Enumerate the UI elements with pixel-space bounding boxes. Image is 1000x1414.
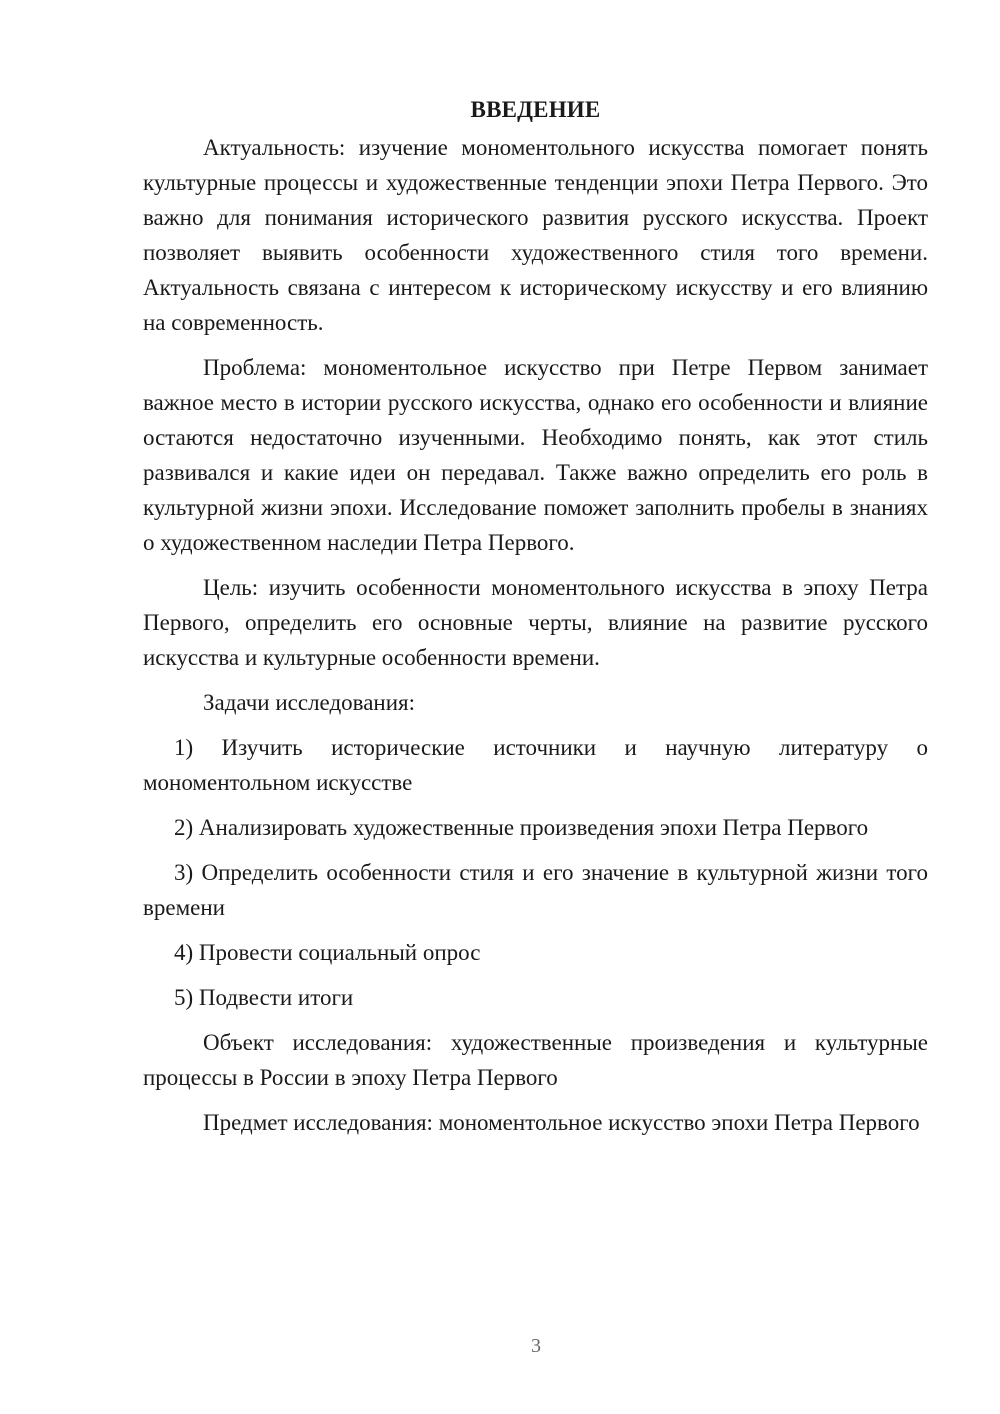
list-item: 3) Определить особенности стиля и его значение в культурной жизни того времени bbox=[143, 860, 928, 920]
problem-paragraph: Проблема: мономентольное искусство при Петре Первом занимает важное место в истории русского искусства, однако его особенности и влияние остаются недостаточно изученными. Необходимо понять, как этот стиль развивался и какие идеи он передавал. Также важно определить его роль в культурной жизни эпохи. Исследование поможет заполнить пробелы в знаниях о художественном наследии Петра Первого. bbox=[143, 355, 928, 555]
section-heading: ВВЕДЕНИЕ bbox=[470, 97, 601, 122]
subject-paragraph: Предмет исследования: мономентольное искусство эпохи Петра Первого bbox=[203, 1110, 920, 1135]
list-item: 4) Провести социальный опрос bbox=[174, 940, 481, 965]
object-paragraph: Объект исследования: художественные произведения и культурные процессы в России в эпоху Петра Первого bbox=[143, 1030, 928, 1090]
document-page bbox=[143, 92, 928, 1150]
goal-paragraph: Цель: изучить особенности мономентольного искусства в эпоху Петра Первого, определить его основные черты, влияние на развитие русского искусства и культурные особенности времени. bbox=[143, 575, 928, 670]
list-item: 2) Анализировать художественные произведения эпохи Петра Первого bbox=[174, 815, 869, 840]
tasks-heading: Задачи исследования: bbox=[203, 690, 416, 715]
relevance-paragraph: Актуальность: изучение мономентольного искусства помогает понять культурные процессы и художественные тенденции эпохи Петра Первого. Это важно для понимания исторического развития русского искусства. Проект позволяет выявить особенности художественного стиля того времени. Актуальность связана с интересом к историческому искусству и его влиянию на современность. bbox=[143, 135, 928, 335]
tasks-list bbox=[143, 730, 928, 1015]
list-item: 5) Подвести итоги bbox=[174, 985, 354, 1010]
list-item: 1) Изучить исторические источники и научную литературу о мономентольном искусстве bbox=[143, 735, 928, 795]
page-number: 3 bbox=[531, 1335, 541, 1357]
